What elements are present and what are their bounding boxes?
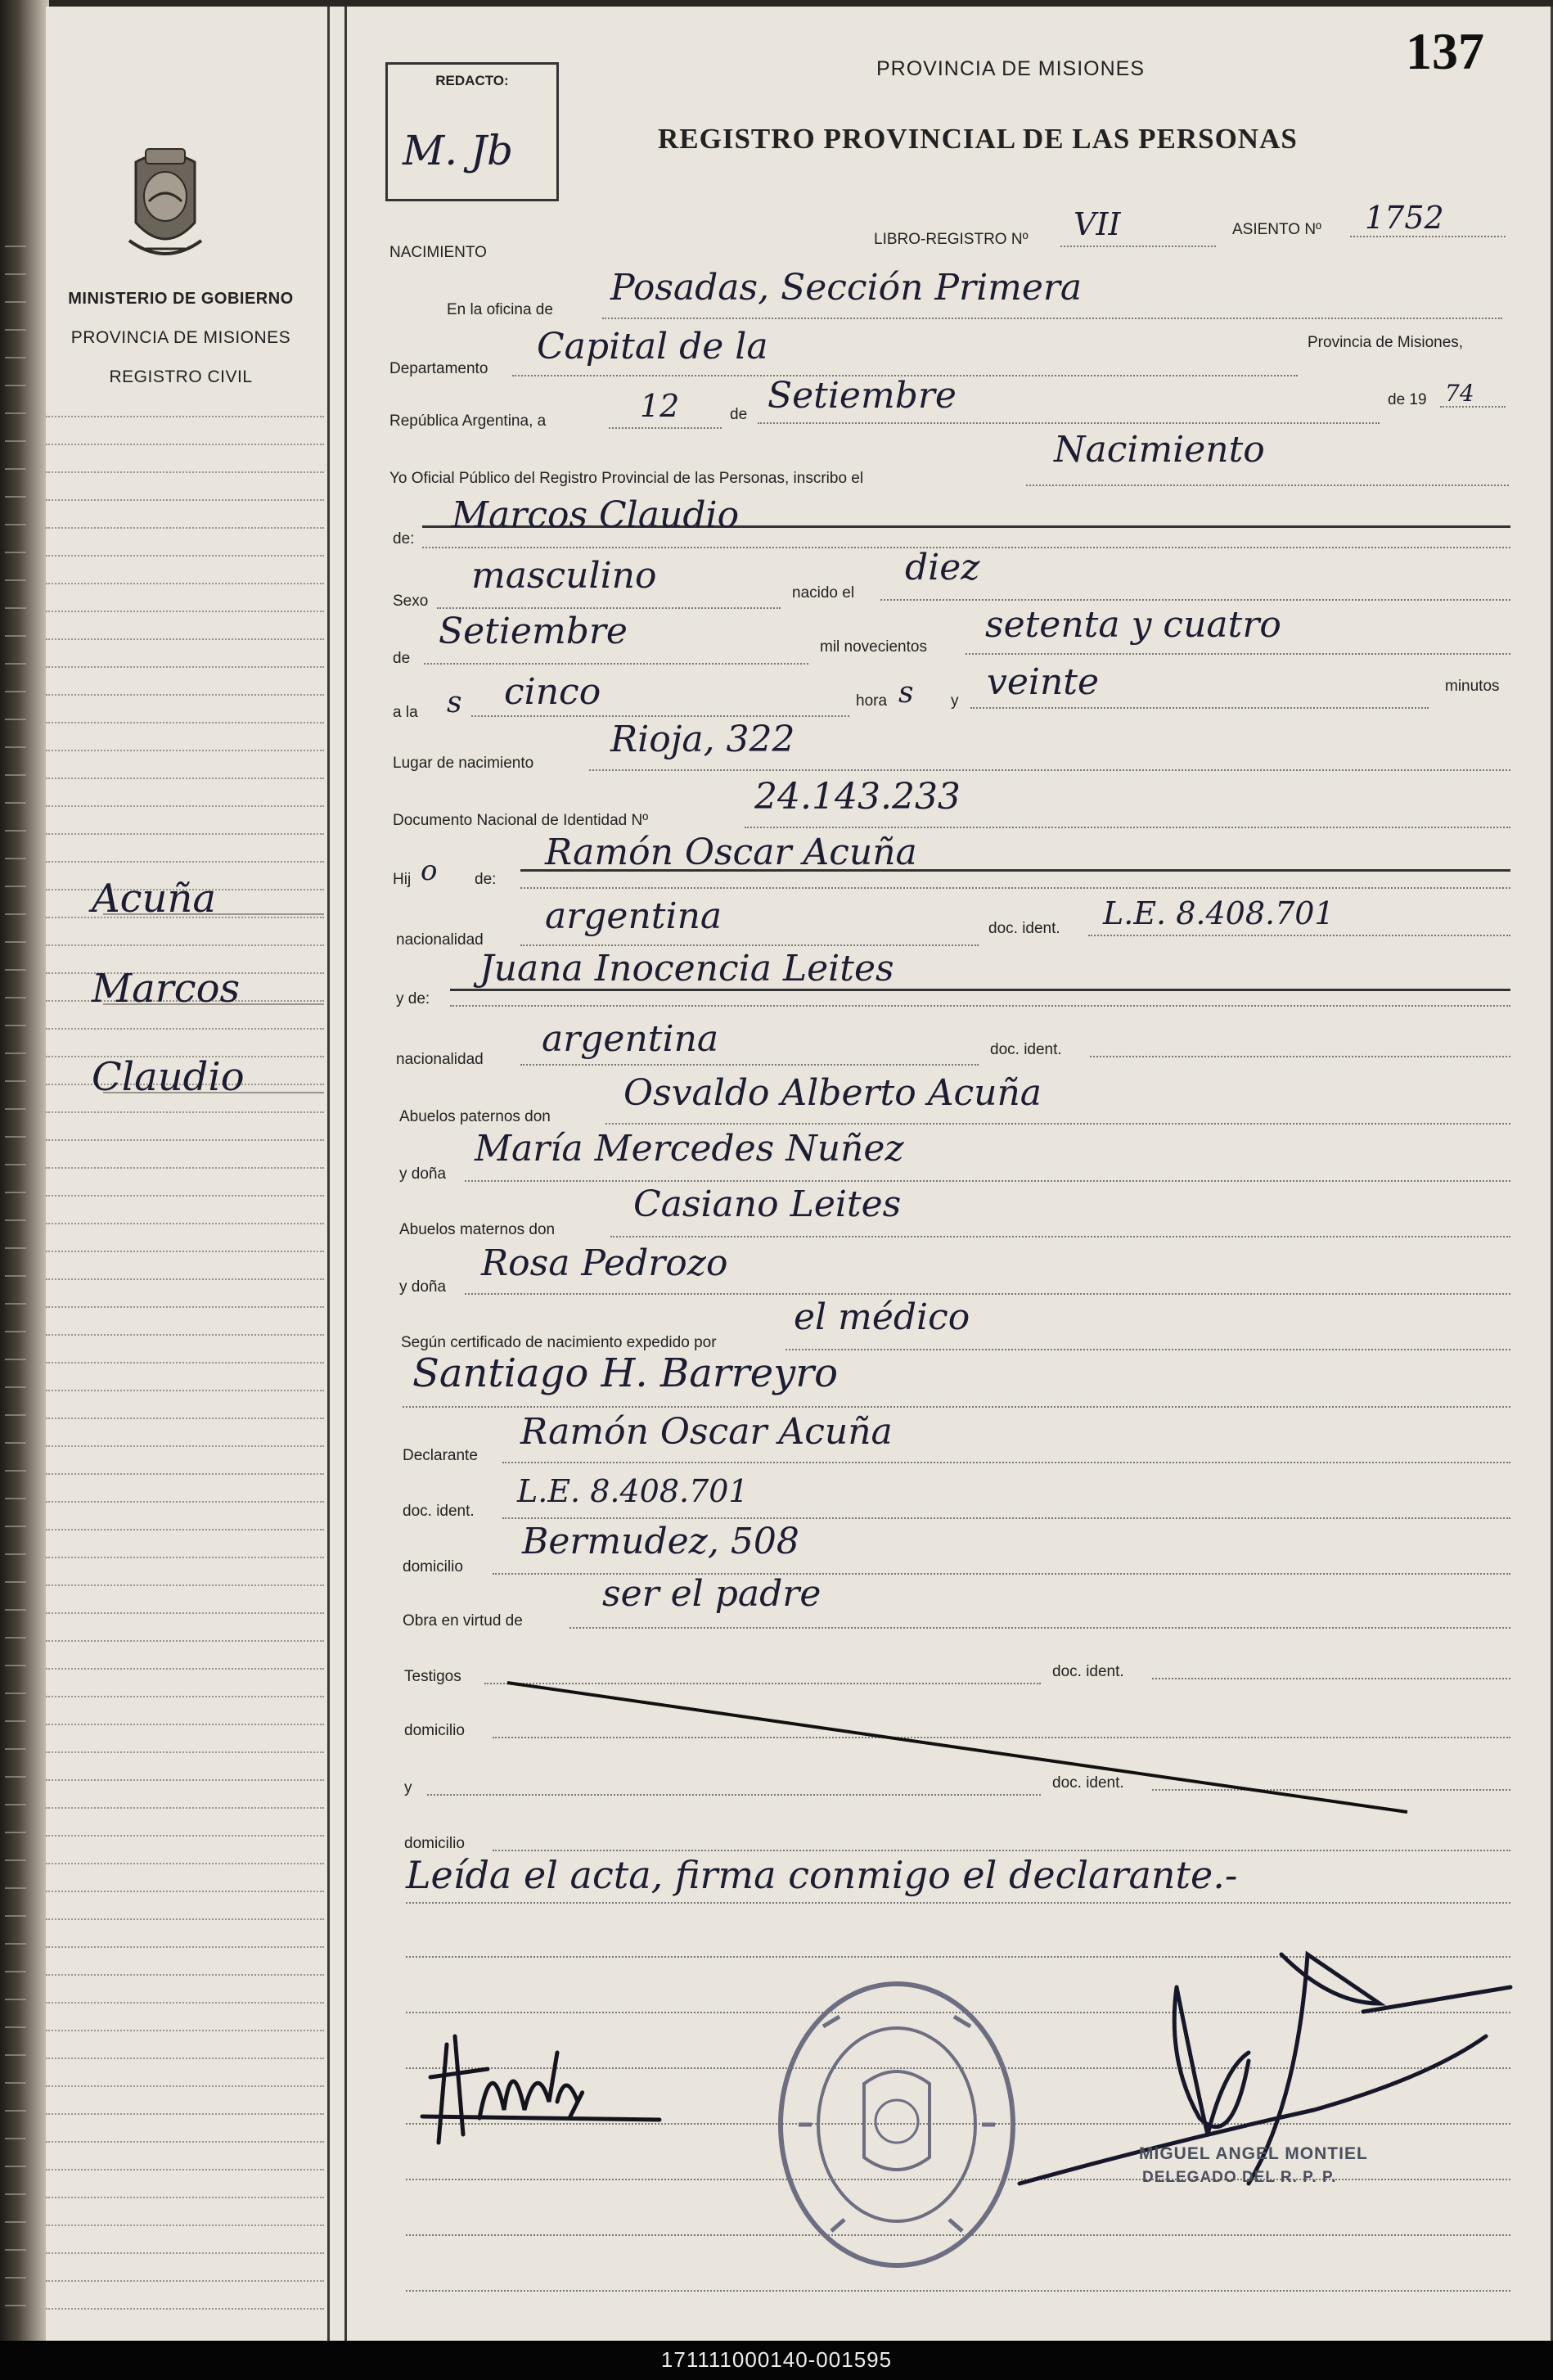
stub-ruled-line <box>46 1473 324 1475</box>
year-prefix-label: de 19 <box>1388 391 1427 408</box>
stub-ruled-line <box>46 1334 324 1336</box>
alas-mark: s <box>447 686 462 719</box>
stub-ruled-line <box>46 1724 324 1725</box>
stub-ruled-line <box>46 527 324 529</box>
mil-label: mil novecientos <box>820 638 927 656</box>
stub-ruled-line <box>46 2141 324 2143</box>
stub-ruled-line <box>46 861 324 863</box>
sex-value: masculino <box>471 555 657 597</box>
stub-ruled-line <box>46 833 324 835</box>
stub-ruled-line <box>46 1918 324 1920</box>
official-title: DELEGADO DEL R. P. P. <box>1142 2169 1337 2186</box>
ydona1-label: y doña <box>399 1165 447 1183</box>
republica-label: República Argentina, a <box>389 412 547 430</box>
header-registry: REGISTRO PROVINCIAL DE LAS PERSONAS <box>658 123 1298 155</box>
sexo-label: Sexo <box>393 593 429 610</box>
maternal-grandmother-value: Rosa Pedrozo <box>481 1242 728 1284</box>
libro-value: VII <box>1074 206 1121 242</box>
stub-ruled-line <box>46 722 324 723</box>
declarant-signature <box>414 2020 692 2151</box>
nacimiento-label: NACIMIENTO <box>389 244 487 261</box>
image-id-label: 171111000140-001595 <box>660 2347 893 2372</box>
stub-surname: Acuña <box>92 876 216 922</box>
stub-ruled-line <box>46 1167 324 1169</box>
redacto-box <box>385 62 559 201</box>
stub-ruled-line <box>46 1278 324 1280</box>
dni-value: 24.143.233 <box>754 776 961 818</box>
name-de-label: de: <box>393 530 415 548</box>
birth-year-text-value: setenta y cuatro <box>985 604 1281 646</box>
stub-ruled-line <box>46 1139 324 1141</box>
stub-ruled-line <box>46 471 324 473</box>
stub-ruled-line <box>46 1390 324 1391</box>
stub-ruled-line <box>46 2058 324 2059</box>
stub-ruled-line <box>46 1445 324 1447</box>
stub-ruled-line <box>46 1501 324 1503</box>
stub-registry: REGISTRO CIVIL <box>109 367 253 386</box>
provincia-label: Provincia de Misiones, <box>1308 334 1464 351</box>
horas-mark: s <box>898 676 914 710</box>
certificate-value: el médico <box>794 1296 970 1338</box>
stub-ruled-line <box>46 611 324 612</box>
stub-ruled-line <box>46 1891 324 1892</box>
ydona2-label: y doña <box>399 1278 447 1296</box>
obra-label: Obra en virtud de <box>403 1612 523 1629</box>
mother-nationality-value: argentina <box>542 1018 719 1060</box>
hijo-de-label: de: <box>475 871 497 888</box>
void-strike-line <box>504 1676 1412 1815</box>
stub-ruled-line <box>46 1529 324 1530</box>
stub-ruled-line <box>46 1807 324 1809</box>
stub-ruled-line <box>46 1640 324 1642</box>
y2-label: y <box>404 1779 412 1796</box>
stub-ruled-line <box>46 2224 324 2226</box>
nationality2-label: nacionalidad <box>396 1051 484 1068</box>
stub-ruled-line <box>46 2113 324 2115</box>
day-value: 12 <box>640 388 680 424</box>
official-name: MIGUEL ANGEL MONTIEL <box>1139 2144 1368 2163</box>
domicilio3-label: domicilio <box>404 1835 465 1852</box>
stub-column <box>46 7 330 2341</box>
hijo-label: Hij <box>393 871 412 888</box>
stub-ruled-line <box>46 1111 324 1113</box>
year-value: 74 <box>1445 380 1474 407</box>
departamento-value: Capital de la <box>537 326 768 367</box>
declarant-name-value: Ramón Oscar Acuña <box>520 1411 893 1453</box>
paternal-grandfather-label: Abuelos paternos don <box>399 1108 551 1125</box>
coat-of-arms-icon <box>121 144 209 267</box>
domicilio-label: domicilio <box>403 1558 463 1575</box>
ministry-title: MINISTERIO DE GOBIERNO <box>68 290 294 308</box>
stub-ruled-line <box>46 2308 324 2310</box>
horas-label: hora <box>856 692 888 710</box>
stub-province: PROVINCIA DE MISIONES <box>70 328 291 347</box>
birthplace-value: Rioja, 322 <box>610 719 795 760</box>
act-type-value: Nacimiento <box>1054 429 1265 471</box>
stub-ruled-line <box>46 1835 324 1837</box>
testigos-label: Testigos <box>404 1668 461 1685</box>
father-nationality-value: argentina <box>545 895 722 937</box>
stub-ruled-line <box>46 638 324 640</box>
stub-ruled-line <box>46 1668 324 1670</box>
libro-label: LIBRO-REGISTRO Nº <box>874 231 1029 248</box>
stub-ruled-line <box>46 2169 324 2170</box>
birth-month-value: Setiembre <box>439 611 628 652</box>
registry-page <box>46 7 1553 2341</box>
stub-first-name: Marcos <box>92 966 241 1012</box>
oficina-label: En la oficina de <box>447 301 553 318</box>
closing-statement: Leída el acta, firma conmigo el declarante.- <box>406 1853 1238 1897</box>
stub-ruled-line <box>46 694 324 696</box>
minutes-value: veinte <box>987 661 1100 703</box>
de2-label: de <box>393 650 411 667</box>
redacto-value: M. Jb <box>403 127 514 174</box>
docident4-label: doc. ident. <box>1052 1663 1124 1680</box>
stub-second-name: Claudio <box>92 1054 245 1100</box>
month-value: Setiembre <box>767 375 957 417</box>
yde-label: y de: <box>396 990 430 1007</box>
stub-ruled-line <box>46 416 324 417</box>
nationality1-label: nacionalidad <box>396 931 484 949</box>
page-number: 137 <box>1406 22 1484 80</box>
stub-ruled-line <box>46 499 324 501</box>
hijo-mark: o <box>421 854 438 887</box>
domicile-value: Bermudez, 508 <box>522 1521 799 1562</box>
stub-ruled-line <box>46 2280 324 2282</box>
de-label: de <box>730 406 748 423</box>
asiento-value: 1752 <box>1365 200 1444 236</box>
stub-ruled-line <box>46 1584 324 1586</box>
image-id-bar <box>0 2341 1553 2380</box>
stub-ruled-line <box>46 778 324 779</box>
oficina-value: Posadas, Sección Primera <box>610 267 1083 309</box>
stub-ruled-line <box>46 1195 324 1197</box>
declarante-label: Declarante <box>403 1447 478 1464</box>
stub-ruled-line <box>46 750 324 751</box>
official-seal-icon <box>774 1977 1020 2272</box>
departamento-label: Departamento <box>389 360 488 377</box>
stub-ruled-line <box>46 1751 324 1753</box>
hour-value: cinco <box>504 671 601 713</box>
stub-ruled-line <box>46 583 324 584</box>
stub-ruled-line <box>46 1223 324 1224</box>
stub-ruled-line <box>46 1251 324 1252</box>
stub-ruled-line <box>46 2002 324 2004</box>
stub-ruled-line <box>46 1779 324 1781</box>
lugar-label: Lugar de nacimiento <box>393 755 534 772</box>
obra-value: ser el padre <box>602 1573 822 1615</box>
domicilio2-label: domicilio <box>404 1722 465 1739</box>
father-doc-value: L.E. 8.408.701 <box>1103 895 1335 931</box>
stub-ruled-line <box>46 1028 324 1030</box>
stub-ruled-line <box>46 444 324 445</box>
stub-ruled-line <box>46 1974 324 1976</box>
stub-ruled-line <box>46 1362 324 1364</box>
stub-ruled-line <box>46 2030 324 2031</box>
asiento-label: ASIENTO Nº <box>1232 221 1321 238</box>
stub-ruled-line <box>46 2252 324 2254</box>
dni-label: Documento Nacional de Identidad Nº <box>393 812 649 829</box>
stub-ruled-line <box>46 2085 324 2087</box>
book-binding <box>0 0 49 2341</box>
certificate-label: Según certificado de nacimiento expedido por <box>401 1334 717 1351</box>
stub-ruled-line <box>46 1612 324 1614</box>
mother-name-value: Juana Inocencia Leites <box>479 948 894 989</box>
stub-ruled-line <box>46 944 324 946</box>
y-label: y <box>951 692 959 710</box>
stub-ruled-line <box>46 666 324 668</box>
alas-label: a la <box>393 704 418 721</box>
minutos-label: minutos <box>1445 678 1500 695</box>
redacto-label: REDACTO: <box>435 73 509 88</box>
stub-ruled-line <box>46 1863 324 1864</box>
ruled-line <box>406 2290 1510 2292</box>
header-province: PROVINCIA DE MISIONES <box>876 57 1146 80</box>
docident3-label: doc. ident. <box>403 1503 475 1520</box>
docident1-label: doc. ident. <box>988 920 1060 937</box>
child-name-value: Marcos Claudio <box>452 494 740 536</box>
docident5-label: doc. ident. <box>1052 1774 1124 1792</box>
declarant-doc-value: L.E. 8.408.701 <box>517 1473 749 1509</box>
stub-ruled-line <box>46 1418 324 1419</box>
stub-ruled-line <box>46 2197 324 2198</box>
maternal-grandfather-value: Casiano Leites <box>633 1183 902 1225</box>
stub-ruled-line <box>46 1557 324 1558</box>
father-name-value: Ramón Oscar Acuña <box>545 832 917 873</box>
stub-ruled-line <box>46 1696 324 1697</box>
stub-ruled-line <box>46 805 324 807</box>
stub-ruled-line <box>46 555 324 557</box>
paternal-grandfather-value: Osvaldo Alberto Acuña <box>623 1072 1042 1114</box>
nacido-label: nacido el <box>792 584 855 602</box>
stub-ruled-line <box>46 1306 324 1308</box>
stub-ruled-line <box>46 1946 324 1948</box>
doctor-name-value: Santiago H. Barreyro <box>412 1350 839 1396</box>
birth-day-value: diez <box>905 547 980 588</box>
oficial-label: Yo Oficial Público del Registro Provincial de las Personas, inscribo el <box>389 470 864 487</box>
maternal-grandfather-label: Abuelos maternos don <box>399 1221 556 1238</box>
docident2-label: doc. ident. <box>990 1041 1062 1058</box>
paternal-grandmother-value: María Mercedes Nuñez <box>475 1128 904 1170</box>
